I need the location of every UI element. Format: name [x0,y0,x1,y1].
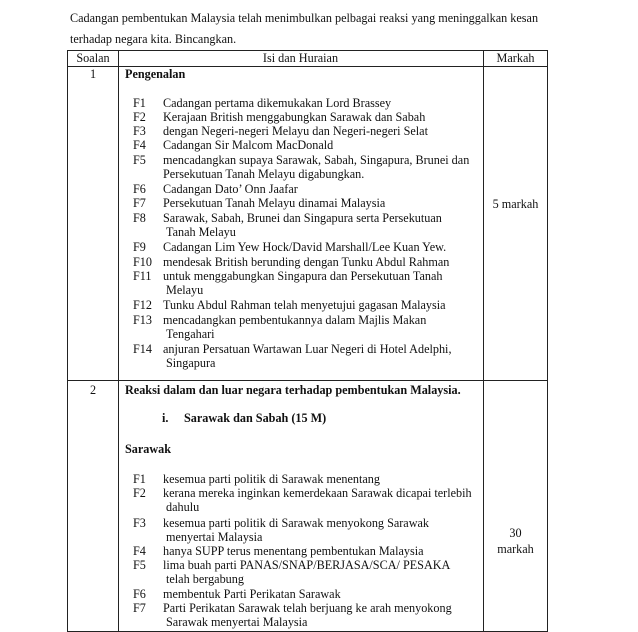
point-text: Persekutuan Tanah Melayu digabungkan. [163,167,365,181]
point-code: F4 [133,138,146,152]
header-markah: Markah [496,51,535,65]
point-code: F5 [133,153,146,167]
point-text: untuk menggabungkan Singapura dan Persekutuan Tanah [163,269,443,283]
point-text: Cadangan Lim Yew Hock/David Marshall/Lee Kuan Yew. [163,240,447,254]
point-code: F1 [133,96,146,110]
point-code: F2 [133,110,146,124]
point-text: telah bergabung [166,572,244,586]
answer-table [67,50,548,632]
point-text: Singapura [166,356,216,370]
point-text: Tunku Abdul Rahman telah menyetujui gagasan Malaysia [163,298,446,312]
point-code: F6 [133,587,146,601]
point-text: membentuk Parti Perikatan Sarawak [163,587,341,601]
point-text: Melayu [166,283,204,297]
row1-number: 1 [89,67,97,81]
row2-heading: Reaksi dalam dan luar negara terhadap pembentukan Malaysia. [125,383,461,397]
row2-sub-title: Sarawak dan Sabah (15 M) [184,411,327,425]
point-code: F9 [133,240,146,254]
point-text: Kerajaan British menggabungkan Sarawak dan Sabah [163,110,426,124]
point-code: F10 [133,255,152,269]
question-text [70,8,570,50]
point-code: F14 [133,342,152,356]
point-text: anjuran Persatuan Wartawan Luar Negeri di Hotel Adelphi, [163,342,452,356]
point-text: dengan Negeri-negeri Melayu dan Negeri-negeri Selat [163,124,428,138]
point-code: F11 [133,269,152,283]
point-code: F7 [133,601,146,615]
row1-markah: 5 markah [492,197,539,211]
header-isi: Isi dan Huraian [262,51,339,65]
point-text: Sarawak, Sabah, Brunei dan Singapura serta Persekutuan [163,211,442,225]
point-code: F1 [133,472,146,486]
point-text: Cadangan Sir Malcom MacDonald [163,138,334,152]
point-code: F6 [133,182,146,196]
row1-heading: Pengenalan [125,67,186,81]
point-text: kesemua parti politik di Sarawak menyokong Sarawak [163,516,430,530]
header-soalan: Soalan [76,51,110,65]
point-text: Tanah Melayu [166,225,236,239]
point-text: Cadangan pertama dikemukakan Lord Brassey [163,96,392,110]
row2-number: 2 [89,383,97,397]
point-text: dahulu [166,500,200,514]
point-text: lima buah parti PANAS/SNAP/BERJASA/SCA/ PESAKA [163,558,451,572]
point-code: F3 [133,516,146,530]
point-code: F3 [133,124,146,138]
point-code: F12 [133,298,152,312]
point-text: Parti Perikatan Sarawak telah berjuang ke arah menyokong [163,601,452,615]
point-text: mencadangkan pembentukannya dalam Majlis Makan [163,313,427,327]
column-divider [118,51,119,631]
row2-sub-roman: i. [162,411,169,425]
row2-section-heading: Sarawak [125,442,172,456]
point-code: F7 [133,196,146,210]
point-text: mencadangkan supaya Sarawak, Sabah, Singapura, Brunei dan [163,153,470,167]
point-text: kesemua parti politik di Sarawak menentang [163,472,380,486]
row-divider [68,380,547,381]
point-code: F8 [133,211,146,225]
point-code: F4 [133,544,146,558]
point-code: F5 [133,558,146,572]
point-text: Sarawak menyertai Malaysia [166,615,308,629]
point-text: Cadangan Dato’ Onn Jaafar [163,182,298,196]
point-text: menyertai Malaysia [166,530,263,544]
point-code: F13 [133,313,152,327]
point-text: hanya SUPP terus menentang pembentukan Malaysia [163,544,424,558]
row2-markah-word: markah [497,542,534,556]
point-code: F2 [133,486,146,500]
point-text: kerana mereka inginkan kemerdekaan Sarawak dicapai terlebih [163,486,472,500]
point-text: Tengahari [166,327,215,341]
point-text: mendesak British berunding dengan Tunku Abdul Rahman [163,255,450,269]
question-line-1: Cadangan pembentukan Malaysia telah menimbulkan pelbagai reaksi yang meninggalkan kesan [70,11,539,25]
question-line-2: terhadap negara kita. Bincangkan. [70,32,237,46]
point-text: Persekutuan Tanah Melayu dinamai Malaysia [163,196,386,210]
row2-markah-number: 30 [509,526,522,540]
